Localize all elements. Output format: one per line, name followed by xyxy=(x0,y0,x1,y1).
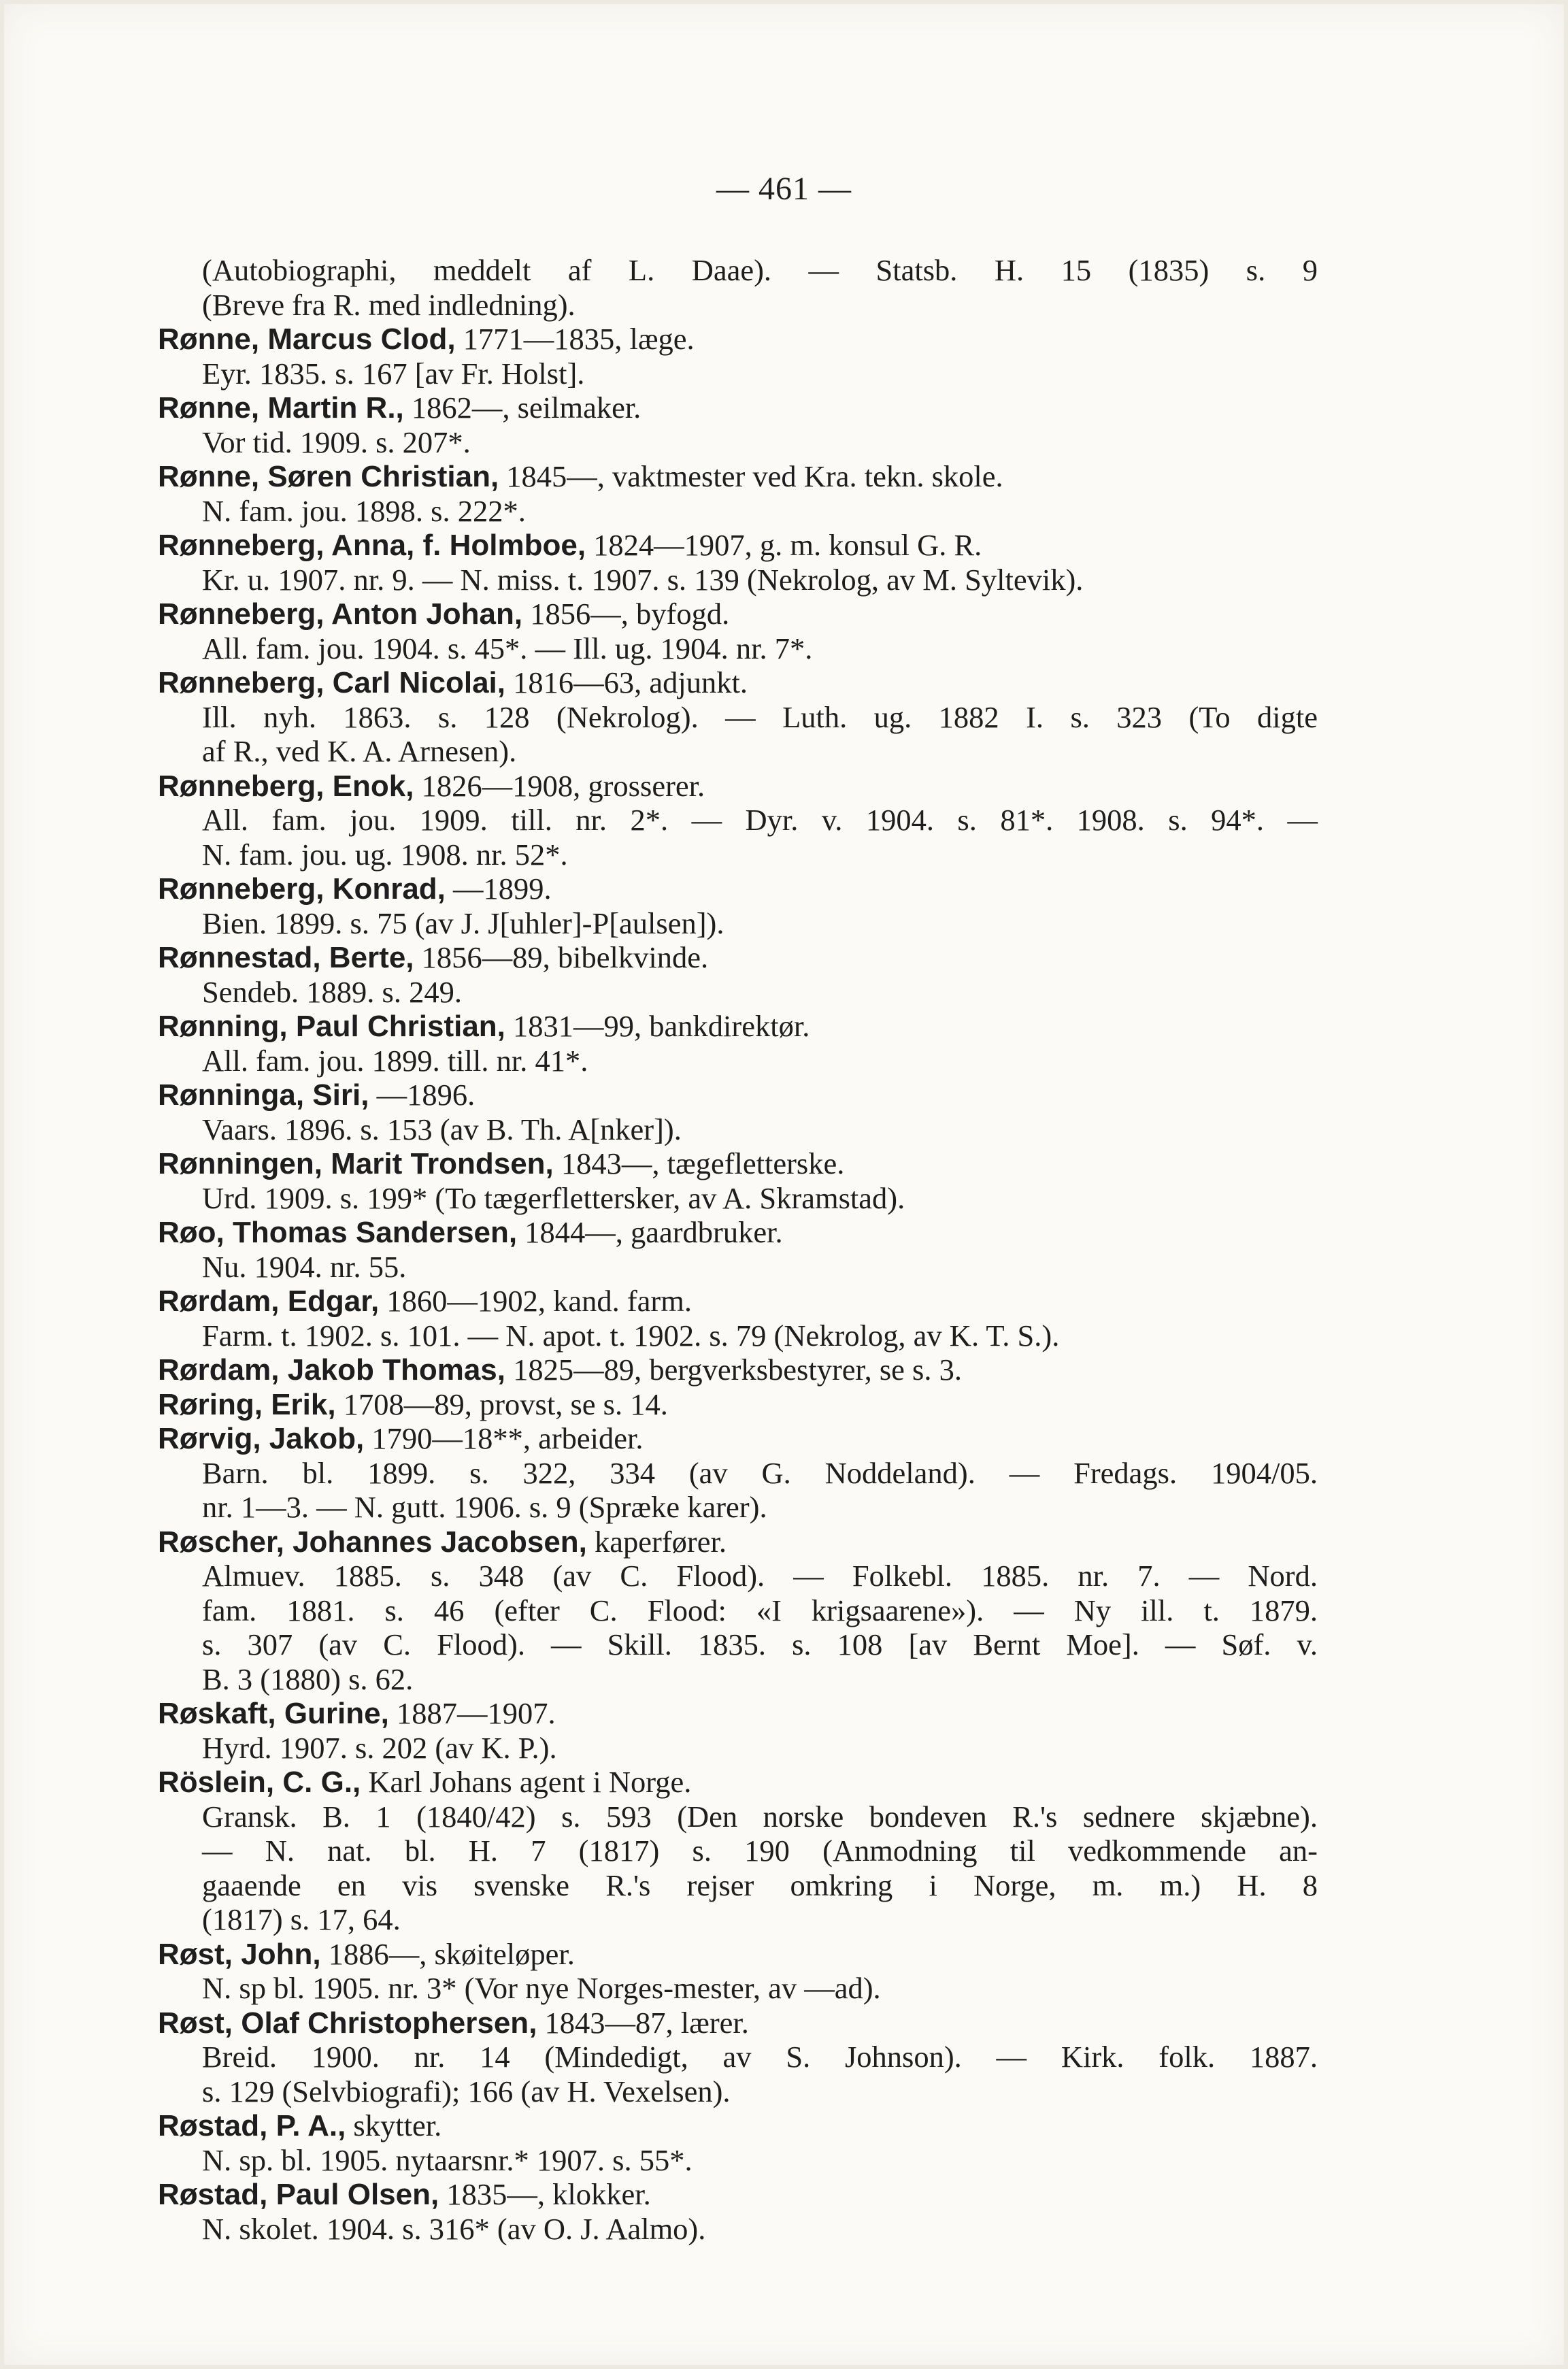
entry-reference-line: Barn. bl. 1899. s. 322, 334 (av G. Noddeland). — Fredags. 1904/05. xyxy=(202,1455,1318,1490)
index-entry xyxy=(158,1078,1318,1146)
entry-dates-occupation: kaperfører. xyxy=(586,1524,727,1559)
entry-dates-occupation: 1862—, seilmaker. xyxy=(403,391,641,425)
entry-dates-occupation: 1826—1908, grosserer. xyxy=(414,768,705,803)
entry-reference-line: B. 3 (1880) s. 62. xyxy=(202,1661,414,1696)
entry-reference-line: Bien. 1899. s. 75 (av J. J[uhler]-P[aulsen]). xyxy=(202,906,724,940)
biographical-index xyxy=(158,253,1318,2246)
entry-headword-line xyxy=(158,2177,1318,2212)
entry-reference-line: gaaende en vis svenske R.'s rejser omkring i Norge, m. m.) H. 8 xyxy=(202,1868,1318,1902)
entry-name: Røskaft, Gurine, xyxy=(158,1697,389,1730)
entry-reference-line: Kr. u. 1907. nr. 9. — N. miss. t. 1907. s. 139 (Nekrolog, av M. Syltevik). xyxy=(202,562,1084,597)
entry-name: Rørdam, Edgar, xyxy=(158,1285,380,1318)
entry-dates-occupation: 1887—1907. xyxy=(388,1696,556,1730)
entry-name: Rønneberg, Carl Nicolai, xyxy=(158,666,505,699)
entry-name: Røst, John, xyxy=(158,1937,321,1971)
entry-reference-line: All. fam. jou. 1899. till. nr. 41*. xyxy=(202,1043,588,1078)
index-entry xyxy=(158,1387,1318,1422)
entry-headword-line xyxy=(158,2006,1318,2040)
entry-dates-occupation: skytter. xyxy=(346,2108,442,2142)
entry-headword-line xyxy=(158,940,1318,975)
entry-dates-occupation: 1708—89, provst, se s. 14. xyxy=(335,1387,668,1421)
entry-headword-line xyxy=(158,459,1318,494)
entry-headword-line xyxy=(158,1387,1318,1422)
entry-headword-line xyxy=(158,528,1318,563)
entry-reference-line: Hyrd. 1907. s. 202 (av K. P.). xyxy=(202,1730,557,1765)
entry-name: Röslein, C. G., xyxy=(158,1766,361,1799)
index-entry xyxy=(158,1696,1318,1765)
entry-dates-occupation: 1771—1835, læge. xyxy=(455,322,695,356)
entry-dates-occupation: 1856—, byfogd. xyxy=(522,597,730,631)
entry-reference-line: Vor tid. 1909. s. 207*. xyxy=(202,425,471,459)
entry-headword-line xyxy=(158,1696,1318,1731)
index-entry xyxy=(158,1284,1318,1353)
entry-reference-line: s. 307 (av C. Flood). — Skill. 1835. s. 108 [av Bernt Moe]. — Søf. v. xyxy=(202,1627,1318,1661)
entry-dates-occupation: 1860—1902, kand. farm. xyxy=(379,1284,692,1318)
entry-reference-line: N. fam. jou. 1898. s. 222*. xyxy=(202,493,526,528)
entry-dates-occupation: Karl Johans agent i Norge. xyxy=(361,1765,692,1799)
entry-reference-line: Nu. 1904. nr. 55. xyxy=(202,1249,407,1284)
entry-headword-line xyxy=(158,1215,1318,1250)
entry-dates-occupation: 1886—, skøiteløper. xyxy=(320,1936,575,1971)
entry-dates-occupation: 1824—1907, g. m. konsul G. R. xyxy=(586,528,982,562)
entry-name: Rørdam, Jakob Thomas, xyxy=(158,1353,506,1387)
entry-headword-line xyxy=(158,322,1318,357)
entry-name: Røstad, P. A., xyxy=(158,2109,346,2142)
entry-reference-line: (Autobiographi, meddelt af L. Daae). — Statsb. H. 15 (1835) s. 9 xyxy=(202,253,1318,287)
entry-headword-line xyxy=(158,1421,1318,1456)
index-entry xyxy=(158,1937,1318,2006)
entry-dates-occupation: 1844—, gaardbruker. xyxy=(517,1215,783,1249)
entry-reference-line: Farm. t. 1902. s. 101. — N. apot. t. 1902. s. 79 (Nekrolog, av K. T. S.). xyxy=(202,1318,1060,1353)
entry-dates-occupation: 1845—, vaktmester ved Kra. tekn. skole. xyxy=(499,459,1003,493)
index-entry xyxy=(158,391,1318,459)
entry-reference-line: (1817) s. 17, 64. xyxy=(202,1902,401,1936)
entry-reference-line: N. skolet. 1904. s. 316* (av O. J. Aalmo). xyxy=(202,2211,706,2246)
entry-dates-occupation: 1790—18**, arbeider. xyxy=(364,1421,644,1455)
index-entry xyxy=(158,253,1318,322)
entry-dates-occupation: —1899. xyxy=(445,872,552,906)
entry-headword-line xyxy=(158,1937,1318,1972)
entry-headword-line xyxy=(158,597,1318,631)
entry-headword-line xyxy=(158,1078,1318,1112)
entry-headword-line xyxy=(158,872,1318,906)
index-entry xyxy=(158,528,1318,597)
entry-reference-line: N. fam. jou. ug. 1908. nr. 52*. xyxy=(202,837,568,872)
entry-headword-line xyxy=(158,1353,1318,1387)
entry-headword-line xyxy=(158,1525,1318,1559)
entry-name: Røstad, Paul Olsen, xyxy=(158,2178,439,2211)
entry-name: Røring, Erik, xyxy=(158,1387,336,1421)
entry-reference-line: (Breve fra R. med indledning). xyxy=(202,287,576,322)
index-entry xyxy=(158,322,1318,391)
entry-name: Rønneberg, Konrad, xyxy=(158,872,446,906)
index-entry xyxy=(158,1215,1318,1284)
index-entry xyxy=(158,1146,1318,1215)
index-entry xyxy=(158,459,1318,528)
entry-dates-occupation: —1896. xyxy=(369,1078,476,1112)
entry-name: Rønning, Paul Christian, xyxy=(158,1010,505,1043)
index-entry xyxy=(158,2108,1318,2177)
entry-reference-line: Sendeb. 1889. s. 249. xyxy=(202,974,462,1009)
entry-reference-line: N. sp. bl. 1905. nytaarsnr.* 1907. s. 55*. xyxy=(202,2142,693,2177)
entry-reference-line: Urd. 1909. s. 199* (To tægerflettersker, av A. Skramstad). xyxy=(202,1180,905,1215)
entry-name: Rørvig, Jakob, xyxy=(158,1422,365,1455)
index-entry xyxy=(158,1765,1318,1937)
index-entry xyxy=(158,1421,1318,1525)
entry-reference-line: N. sp bl. 1905. nr. 3* (Vor nye Norges-mester, av —ad). xyxy=(202,1971,881,2005)
entry-reference-line: Breid. 1900. nr. 14 (Mindedigt, av S. Johnson). — Kirk. folk. 1887. xyxy=(202,2040,1318,2074)
entry-reference-line: Vaars. 1896. s. 153 (av B. Th. A[nker]). xyxy=(202,1112,682,1146)
entry-name: Rønneberg, Enok, xyxy=(158,769,414,803)
entry-reference-line: Ill. nyh. 1863. s. 128 (Nekrolog). — Luth. ug. 1882 I. s. 323 (To digte xyxy=(202,699,1318,734)
entry-headword-line xyxy=(158,665,1318,700)
entry-reference-line: Gransk. B. 1 (1840/42) s. 593 (Den norske bondeven R.'s sednere skjæbne). xyxy=(202,1799,1318,1834)
index-entry xyxy=(158,940,1318,1009)
index-entry xyxy=(158,872,1318,940)
entry-name: Rønne, Martin R., xyxy=(158,391,404,425)
page-number: — 461 — xyxy=(716,171,852,207)
entry-reference-line: All. fam. jou. 1909. till. nr. 2*. — Dyr. v. 1904. s. 81*. 1908. s. 94*. — xyxy=(202,803,1318,837)
entry-name: Rønne, Søren Christian, xyxy=(158,460,499,493)
entry-name: Røst, Olaf Christophersen, xyxy=(158,2006,537,2040)
entry-dates-occupation: 1856—89, bibelkvinde. xyxy=(414,940,709,974)
index-entry xyxy=(158,2006,1318,2109)
entry-reference-line: nr. 1—3. — N. gutt. 1906. s. 9 (Spræke karer). xyxy=(202,1490,767,1524)
index-entry xyxy=(158,665,1318,769)
entry-name: Rønneberg, Anton Johan, xyxy=(158,597,523,631)
entry-reference-line: Almuev. 1885. s. 348 (av C. Flood). — Folkebl. 1885. nr. 7. — Nord. xyxy=(202,1559,1318,1593)
entry-name: Rønninga, Siri, xyxy=(158,1078,369,1112)
index-entry xyxy=(158,2177,1318,2246)
index-entry xyxy=(158,1009,1318,1078)
entry-headword-line xyxy=(158,769,1318,804)
entry-dates-occupation: 1825—89, bergverksbestyrer, se s. 3. xyxy=(505,1353,962,1387)
entry-headword-line xyxy=(158,1146,1318,1181)
entry-reference-line: — N. nat. bl. H. 7 (1817) s. 190 (Anmodning til vedkommende an- xyxy=(202,1834,1318,1868)
index-entry xyxy=(158,1525,1318,1697)
index-entry xyxy=(158,769,1318,872)
entry-dates-occupation: 1835—, klokker. xyxy=(439,2177,651,2211)
entry-name: Røscher, Johannes Jacobsen, xyxy=(158,1525,587,1559)
entry-reference-line: af R., ved K. A. Arnesen). xyxy=(202,734,517,768)
entry-headword-line xyxy=(158,1284,1318,1319)
entry-headword-line xyxy=(158,1009,1318,1044)
entry-dates-occupation: 1843—, tægefletterske. xyxy=(553,1146,845,1180)
index-entry xyxy=(158,1353,1318,1387)
entry-name: Rønningen, Marit Trondsen, xyxy=(158,1147,554,1180)
entry-headword-line xyxy=(158,2108,1318,2143)
entry-dates-occupation: 1831—99, bankdirektør. xyxy=(505,1009,810,1043)
entry-reference-line: All. fam. jou. 1904. s. 45*. — Ill. ug. 1904. nr. 7*. xyxy=(202,631,813,665)
entry-reference-line: Eyr. 1835. s. 167 [av Fr. Holst]. xyxy=(202,356,585,391)
entry-reference-line: fam. 1881. s. 46 (efter C. Flood: «I krigsaarene»). — Ny ill. t. 1879. xyxy=(202,1593,1318,1627)
entry-headword-line xyxy=(158,1765,1318,1800)
entry-reference-line: s. 129 (Selvbiografi); 166 (av H. Vexelsen). xyxy=(202,2074,731,2108)
entry-headword-line xyxy=(158,391,1318,425)
entry-name: Rønne, Marcus Clod, xyxy=(158,322,456,356)
entry-dates-occupation: 1816—63, adjunkt. xyxy=(505,665,748,699)
index-entry xyxy=(158,597,1318,665)
entry-name: Røo, Thomas Sandersen, xyxy=(158,1216,518,1249)
entry-name: Rønnestad, Berte, xyxy=(158,941,414,974)
entry-name: Rønneberg, Anna, f. Holmboe, xyxy=(158,529,586,562)
entry-dates-occupation: 1843—87, lærer. xyxy=(537,2005,749,2040)
